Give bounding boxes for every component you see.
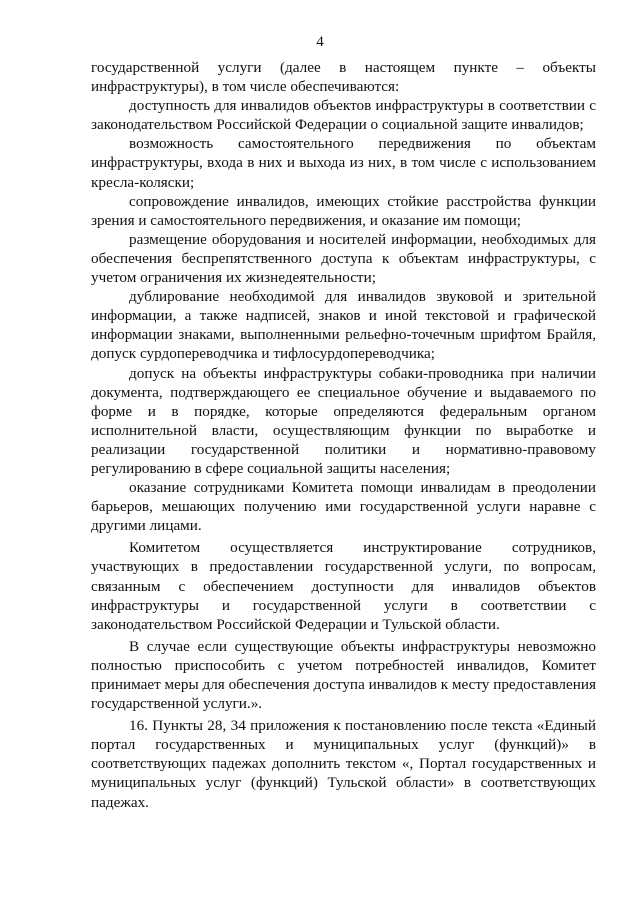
document-body xyxy=(91,58,596,812)
paragraph-staff-instruction: Комитетом осуществляется инструктирование сотрудников, участвующих в предоставлении государственной услуги, по вопросам, связанным с обеспечением доступности для инвалидов объектов инфраструктуры и государственной услуги в соответствии с законодательством Российской Федерации и Тульской области. xyxy=(91,539,596,633)
paragraph-information-duplication: дублирование необходимой для инвалидов звуковой и зрительной информации, а также надписей, знаков и иной текстовой и графической информации знаками, выполненными рельефно-точечным шрифтом Брайля, допуск сурдопереводчика и тифлосурдопереводчика; xyxy=(91,288,596,363)
page-number: 4 xyxy=(316,34,324,50)
paragraph-item-16: 16. Пункты 28, 34 приложения к постановлению после текста «Единый портал государственных и муниципальных услуг (функций)» в соответствующих падежах дополнить текстом «, Портал государственных и муниципальных услуг (функций) Тульской области» в соответствующих падежах. xyxy=(91,717,596,811)
paragraph-continuation: государственной услуги (далее в настоящем пункте – объекты инфраструктуры), в том числе обеспечиваются: xyxy=(91,59,596,96)
paragraph-adaptation-measures: В случае если существующие объекты инфраструктуры невозможно полностью приспособить с учетом потребностей инвалидов, Комитет принимает меры для обеспечения доступа инвалидов к месту предоставления государственной услуги.». xyxy=(91,637,596,713)
paragraph-guide-dog: допуск на объекты инфраструктуры собаки-проводника при наличии документа, подтверждающего ее специальное обучение и выдаваемого по форме и в порядке, которые определяются федеральным органом исполнительной власти, осуществляющим функции по выработке и реализации государственной политики и нормативно-правовому регулированию в сфере социальной защиты населения; xyxy=(91,364,596,477)
paragraph-equipment-placement: размещение оборудования и носителей информации, необходимых для обеспечения беспрепятственного доступа к объектам инфраструктуры, с учетом ограничения их жизнедеятельности; xyxy=(91,230,596,287)
paragraph-independent-movement: возможность самостоятельного передвижения по объектам инфраструктуры, входа в них и выхода из них, в том числе с использованием кресла-коляски; xyxy=(91,135,596,191)
paragraph-accessibility-legislation: доступность для инвалидов объектов инфраструктуры в соответствии с законодательством Российской Федерации о социальной защите инвалидов; xyxy=(91,97,596,134)
paragraph-escort: сопровождение инвалидов, имеющих стойкие расстройства функции зрения и самостоятельного передвижения, и оказание им помощи; xyxy=(91,192,596,229)
paragraph-staff-assistance: оказание сотрудниками Комитета помощи инвалидам в преодолении барьеров, мешающих получению ими государственной услуги наравне с другими лицами. xyxy=(91,479,596,535)
